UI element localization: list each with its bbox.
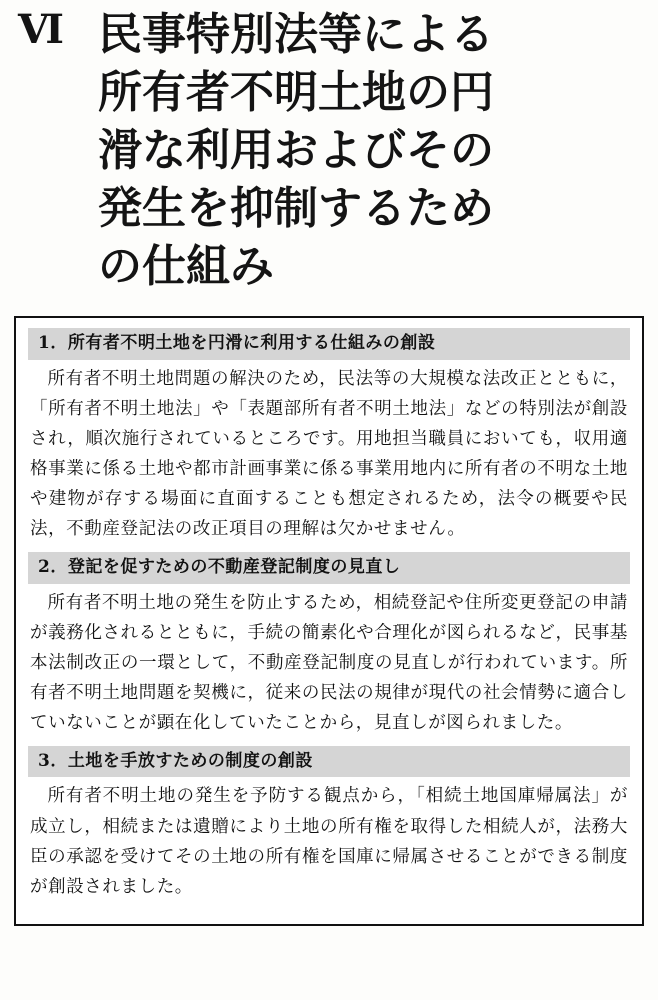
page-title bbox=[98, 6, 644, 296]
content-box bbox=[14, 316, 644, 925]
section-body: 所有者不明土地の発生を防止するため，相続登記や住所変更登記の申請が義務化されるとともに，手続の簡素化や合理化が図られるなど，民事基本法制改正の一環として，不動産登記制度の見直しが行われています。所有者不明土地問題を契機に，従来の民法の規律が現代の社会情勢に適合していないことが顕在化していたことから，見直しが図られました。 bbox=[30, 592, 628, 734]
title-line: の仕組み bbox=[98, 241, 274, 293]
section-heading: 2．登記を促すための不動産登記制度の見直し bbox=[28, 552, 630, 583]
title-line: 所有者不明土地の円 bbox=[98, 67, 494, 119]
title-line: 民事特別法等による bbox=[98, 9, 494, 60]
section-heading: 1．所有者不明土地を円滑に利用する仕組みの創設 bbox=[28, 328, 630, 359]
section-1 bbox=[28, 328, 630, 550]
heading-number: Ⅵ bbox=[18, 6, 63, 53]
title-line: 滑な利用およびその bbox=[98, 125, 494, 177]
title-line: 発生を抑制するため bbox=[98, 183, 494, 235]
section-body: 所有者不明土地問題の解決のため，民法等の大規模な法改正とともに，「所有者不明土地法」や「表題部所有者不明土地法」などの特別法が創設され，順次施行されているところです。用地担当職員においても，収用適格事業に係る土地や都市計画事業に係る事業用地内に所有者の不明な土地や建物が存する場面に直面することも想定されるため，法令の概要や民法，不動産登記法の改正項目の理解は欠かせません。 bbox=[30, 368, 628, 540]
page-heading bbox=[14, 6, 644, 296]
section-body: 所有者不明土地の発生を予防する観点から，「相続土地国庫帰属法」が成立し，相続または遺贈により土地の所有権を取得した相続人が，法務大臣の承認を受けてその土地の所有権を国庫に帰属させることができる制度が創設されました。 bbox=[30, 786, 628, 897]
section-3 bbox=[28, 746, 630, 908]
section-2 bbox=[28, 552, 630, 744]
section-heading: 3．土地を手放すための制度の創設 bbox=[28, 746, 630, 777]
